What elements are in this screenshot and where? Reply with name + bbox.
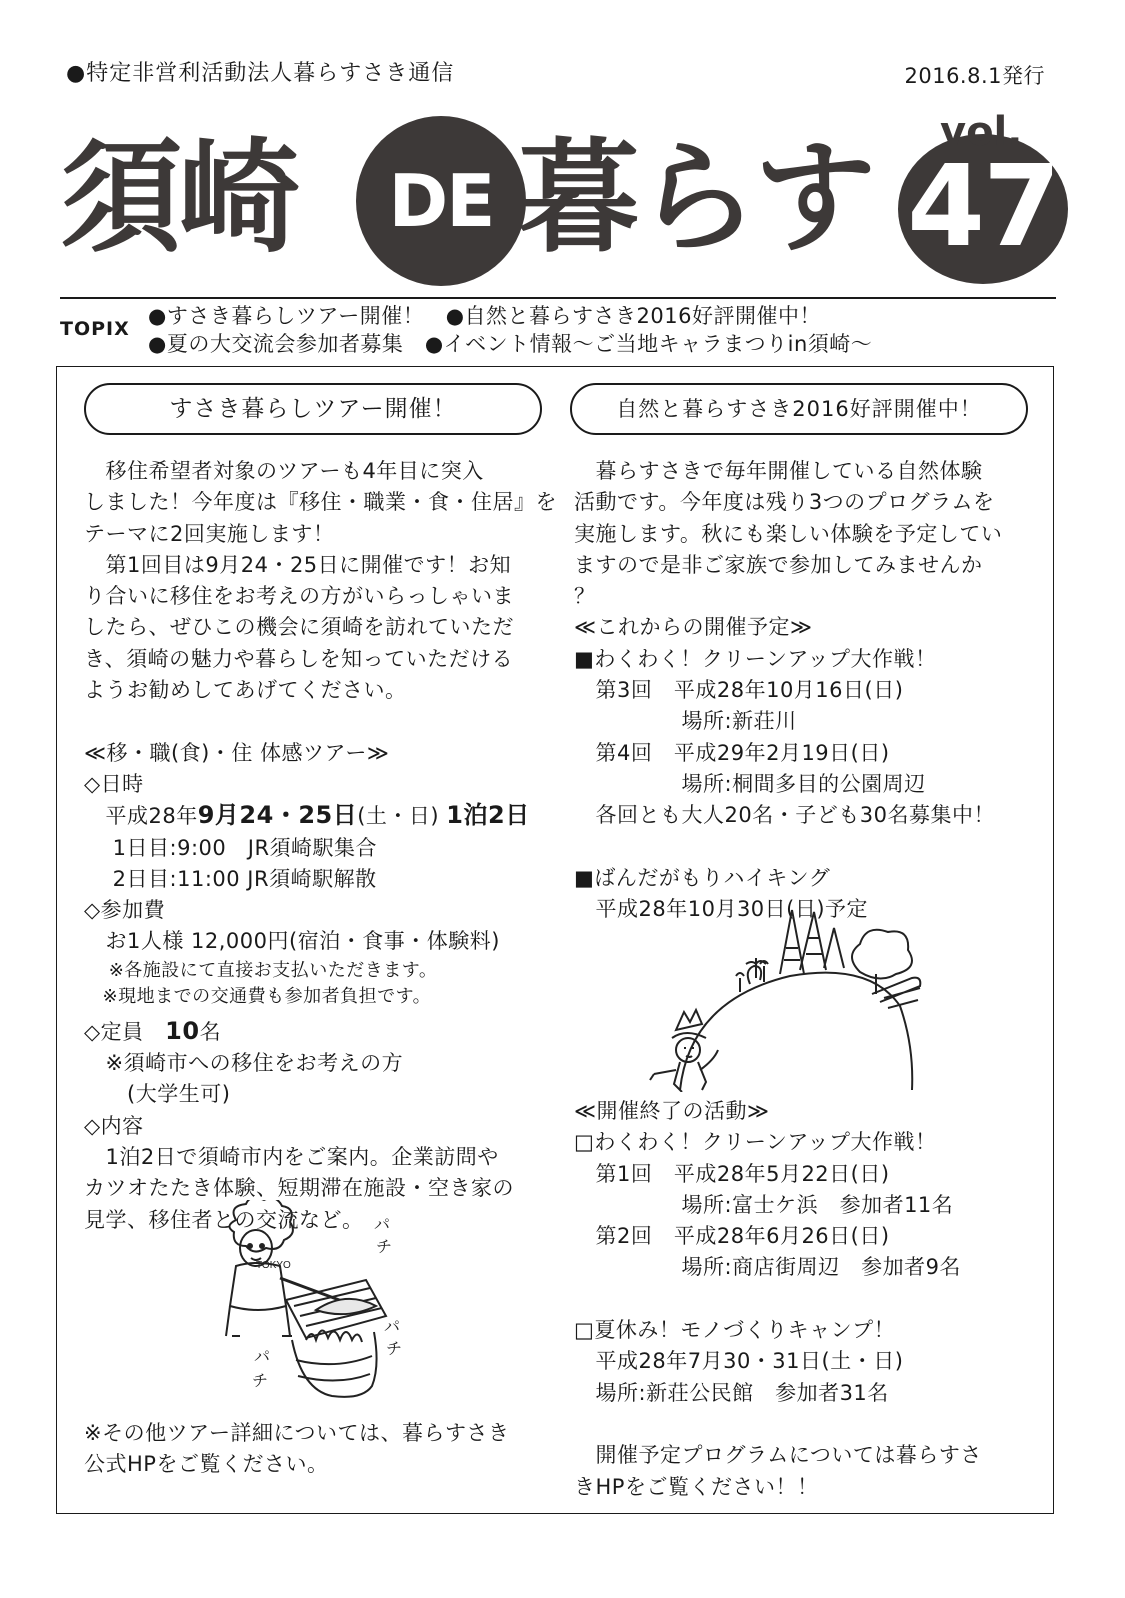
text-line: したら、ぜひこの機会に須崎を訪れていただ (84, 615, 514, 640)
text-line: 開催予定プログラムについては暮らすさ (574, 1443, 982, 1468)
text-line: ◇参加費 (84, 898, 166, 923)
text-line: ？ (574, 584, 596, 609)
text-line: 場所:新荘公民館 参加者31名 (574, 1380, 889, 1405)
tour-date-line (84, 800, 557, 832)
blank-line (574, 1284, 982, 1315)
text-line: ※その他ツアー詳細については、暮らすさき (84, 1421, 510, 1445)
note-line: ※現地までの交通費も参加者負担です。 (84, 985, 432, 1007)
text-line: き、須崎の魅力や暮らしを知っていただける (84, 646, 514, 671)
tour-date-bold: 9月24・25日 (197, 801, 358, 830)
text-line: 第1回 平成28年5月22日(日) (574, 1161, 890, 1186)
masthead-title-part1: 須崎 (60, 127, 296, 269)
text-line: 各回とも大人20名・子ども30名募集中！ (574, 803, 995, 828)
text-line: 見学、移住者との交流など。 (84, 1207, 364, 1232)
right-column (574, 456, 1002, 925)
apron-label: TOKYO (256, 1260, 291, 1271)
sfx-text: パ (254, 1347, 271, 1366)
text-line: ※須崎市への移住をお考えの方 (84, 1051, 404, 1076)
topix-label: TOPIX (60, 318, 130, 340)
text-line: テーマに2回実施します！ (84, 521, 335, 546)
sfx-text: パ (384, 1317, 401, 1336)
left-column (84, 456, 557, 1236)
text-line: お1人様 12,000円(宿泊・食事・体験料) (84, 929, 500, 954)
issue-date: 2016.8.1発行 (904, 64, 1045, 88)
text-line: 移住希望者対象のツアーも4年目に突入 (84, 459, 484, 483)
capacity-value: 10 (165, 1016, 200, 1045)
blank-line (574, 832, 1002, 863)
header-divider (60, 297, 1056, 299)
volume-badge (898, 134, 1068, 284)
tour-date-prefix: 平成28年 (84, 804, 198, 829)
text-line: ◇日時 (84, 771, 144, 796)
text-line: 1日目:9:00 JR須崎駅集合 (84, 835, 378, 860)
note-line: ※各施設にて直接お支払いただきます。 (84, 959, 438, 981)
text-line: 平成28年10月30日(日)予定 (574, 897, 869, 922)
masthead (60, 109, 1070, 292)
blank-line (574, 1409, 982, 1440)
text-line: ■わくわく！クリーンアップ大作戦！ (574, 646, 937, 671)
masthead-title-part2: 暮らす (518, 127, 872, 269)
text-line: 第3回 平成28年10月16日(日) (574, 678, 904, 703)
text-line: しました！今年度は『移住・職業・食・住居』を (84, 490, 557, 515)
text-line: ≪開催終了の活動≫ (574, 1099, 770, 1123)
text-line: 活動です。今年度は残り3つのプログラムを (574, 490, 995, 515)
text-line: 実施します。秋にも楽しい体験を予定してい (574, 521, 1003, 546)
text-line: 場所:商店街周辺 参加者9名 (574, 1255, 961, 1280)
blank-line (84, 706, 557, 737)
text-line: ≪移・職(食)・住 体感ツアー≫ (84, 740, 390, 765)
text-line: (大学生可) (84, 1082, 231, 1107)
sfx-text: チ (252, 1371, 269, 1390)
text-line: 第1回目は9月24・25日に開催です！お知 (84, 552, 512, 577)
text-line: 場所:富士ケ浜 参加者11名 (574, 1192, 954, 1217)
text-line: 暮らすさきで毎年開催している自然体験 (574, 459, 983, 483)
text-line: 場所:新荘川 (574, 709, 797, 734)
text-line: 場所:桐間多目的公園周辺 (574, 771, 926, 796)
tour-date-mid: (土・日) (357, 804, 447, 829)
text-line: ■ばんだがもりハイキング (574, 865, 831, 890)
right-column-lower (574, 1096, 982, 1503)
masthead-de-text: DE (388, 159, 494, 243)
text-line: ◇内容 (84, 1113, 144, 1138)
organization-name: ●特定非営利活動法人暮らすさき通信 (66, 61, 455, 86)
text-line: きHPをご覧ください！！ (574, 1474, 819, 1499)
right-section-heading: 自然と暮らすさき2016好評開催中！ (570, 383, 1028, 435)
text-line: 平成28年7月30・31日(土・日) (574, 1349, 904, 1374)
text-line: 2日目:11:00 JR須崎駅解散 (84, 866, 377, 891)
text-line: カツオたたき体験、短期滞在施設・空き家の (84, 1176, 514, 1201)
hiking-hill-illustration (640, 898, 930, 1092)
topix-line-2: ●夏の大交流会参加者募集 ●イベント情報～ご当地キャラまつりin須崎～ (148, 332, 873, 356)
sfx-text: チ (386, 1339, 403, 1358)
topix-line-1: ●すさき暮らしツアー開催！ ●自然と暮らすさき2016好評開催中！ (148, 304, 821, 328)
volume-label: vol. (940, 109, 1023, 155)
text-line: 1泊2日で須崎市内をご案内。企業訪問や (84, 1144, 499, 1169)
text-line: □夏休み！モノづくりキャンプ！ (574, 1318, 896, 1343)
text-line: 公式HPをご覧ください。 (84, 1452, 329, 1477)
text-line: □わくわく！クリーンアップ大作戦！ (574, 1130, 937, 1155)
tour-duration: 1泊2日 (446, 801, 530, 830)
capacity-unit: 名 (199, 1019, 222, 1044)
masthead-de-badge (356, 116, 526, 286)
text-line: ようお勧めしてあげてください。 (84, 678, 407, 703)
volume-number: 47 (907, 142, 1059, 272)
bonito-searing-illustration (196, 1200, 446, 1400)
sfx-text: チ (376, 1237, 393, 1256)
left-section-heading: すさき暮らしツアー開催！ (84, 383, 542, 435)
text-line: 第2回 平成28年6月26日(日) (574, 1224, 890, 1249)
text-line: ≪これからの開催予定≫ (574, 615, 813, 640)
capacity-line (84, 1016, 557, 1048)
left-footer-note (84, 1418, 510, 1481)
capacity-label: ◇定員 (84, 1019, 166, 1044)
text-line: り合いに移住をお考えの方がいらっしゃいま (84, 584, 514, 609)
text-line: 第4回 平成29年2月19日(日) (574, 740, 890, 765)
text-line: ますので是非ご家族で参加してみませんか (574, 552, 983, 577)
sfx-text: パ (374, 1215, 391, 1234)
